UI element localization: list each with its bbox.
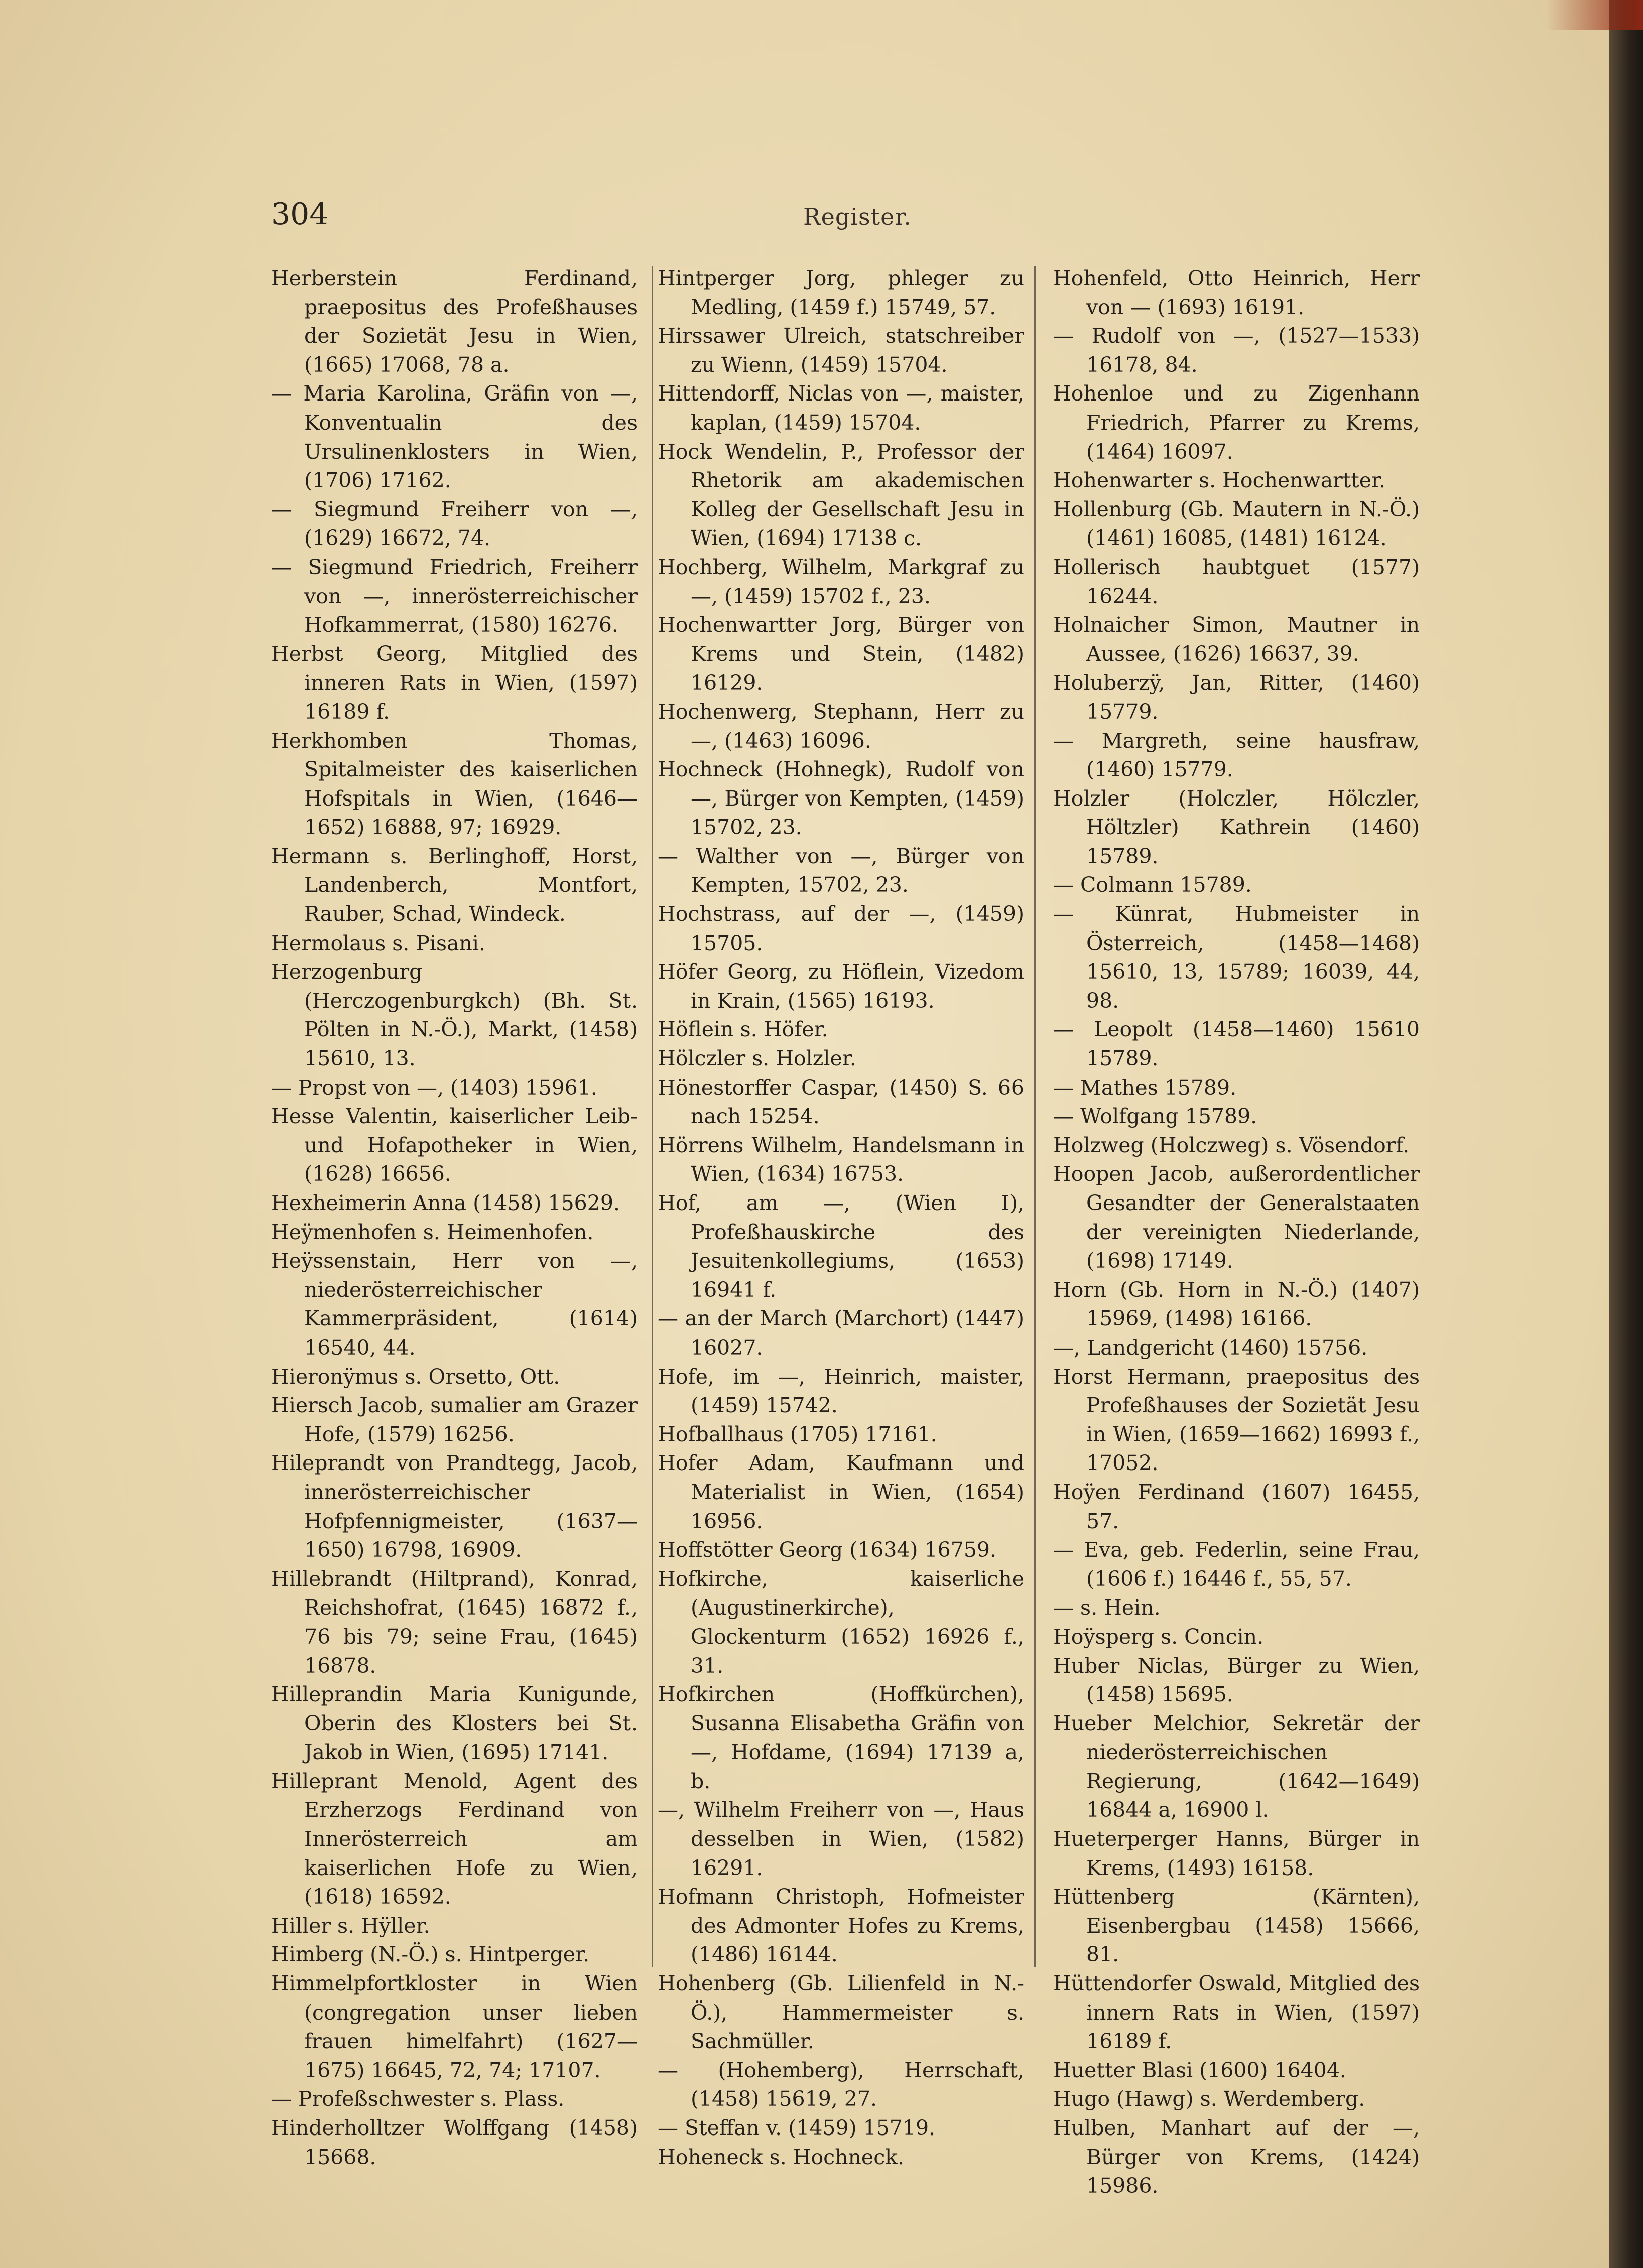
index-entry: — Künrat, Hubmeister in Österreich, (1458—1468) 15610, 13, 15789; 16039, 44, 98. <box>1053 902 1420 1013</box>
index-entry: — Colmann 15789. <box>1053 873 1252 897</box>
index-entry: Hohenwarter s. Hochenwartter. <box>1053 468 1386 493</box>
index-entry: Himberg (N.-Ö.) s. Hintperger. <box>271 1942 590 1967</box>
index-entry: Hofer Adam, Kaufmann und Materialist in Wien, (1654) 16956. <box>658 1451 1024 1533</box>
index-entry: — Profeßschwester s. Plass. <box>271 2087 565 2111</box>
index-entry: Hof, am —, (Wien I), Profeßhauskirche des Jesuitenkollegiums, (1653) 16941 f. <box>658 1191 1024 1302</box>
index-entry: Hollerisch haubtguet (1577) 16244. <box>1053 555 1420 608</box>
index-entry: Hofkirchen (Hoffkürchen), Susanna Elisabetha Gräfin von —, Hofdame, (1694) 17139 a, b. <box>658 1682 1024 1793</box>
index-entry: Hoÿsperg s. Concin. <box>1053 1624 1264 1649</box>
index-entry: Hilleprant Menold, Agent des Erzherzogs Ferdinand von Innerösterreich am kaiserlichen Hofe zu Wien, (1618) 16592. <box>271 1769 638 1909</box>
index-entry: Hohenfeld, Otto Heinrich, Herr von — (1693) 16191. <box>1053 266 1420 319</box>
index-entry: Hohenberg (Gb. Lilienfeld in N.-Ö.), Hammermeister s. Sachmüller. <box>658 1971 1024 2054</box>
index-entry: Huetter Blasi (1600) 16404. <box>1053 2058 1346 2082</box>
index-entry: Hillebrandt (Hiltprand), Konrad, Reichshofrat, (1645) 16872 f., 76 bis 79; seine Frau, (1645) 16878. <box>271 1566 638 1678</box>
index-entry: — Siegmund Freiherr von —, (1629) 16672, 74. <box>271 497 638 551</box>
index-column-3 <box>1053 264 1420 2201</box>
index-entry: Herkhomben Thomas, Spitalmeister des kaiserlichen Hofspitals in Wien, (1646—1652) 16888, 97; 16929. <box>271 728 638 840</box>
index-entry: — Maria Karolina, Gräfin von —, Konventualin des Ursulinenklosters in Wien, (1706) 17162. <box>271 381 638 493</box>
index-column-2 <box>658 264 1024 2172</box>
index-entry: — Rudolf von —, (1527—1533) 16178, 84. <box>1053 324 1420 377</box>
index-entry: Hörrens Wilhelm, Handelsmann in Wien, (1634) 16753. <box>658 1133 1024 1186</box>
index-entry: Hollenburg (Gb. Mautern in N.-Ö.) (1461) 16085, (1481) 16124. <box>1053 497 1420 551</box>
index-entry: Hirssawer Ulreich, statschreiber zu Wienn, (1459) 15704. <box>658 324 1024 377</box>
page-edge <box>1609 0 1643 2268</box>
index-entry: Hock Wendelin, P., Professor der Rhetorik am akademischen Kolleg der Gesellschaft Jesu in Wien, (1694) 17138 c. <box>658 439 1024 551</box>
index-entry: Hintperger Jorg, phleger zu Medling, (1459 f.) 15749, 57. <box>658 266 1024 319</box>
index-entry: Hexheimerin Anna (1458) 15629. <box>271 1191 620 1215</box>
index-entry: Horst Hermann, praepositus des Profeßhauses der Sozietät Jesu in Wien, (1659—1662) 16993 f., 17052. <box>1053 1364 1420 1476</box>
index-entry: Hönestorffer Caspar, (1450) S. 66 nach 15254. <box>658 1075 1024 1129</box>
index-entry: Hulben, Manhart auf der —, Bürger von Krems, (1424) 15986. <box>1053 2116 1420 2198</box>
index-entry: Hoopen Jacob, außerordentlicher Gesandter der Generalstaaten der vereinigten Niederlande, (1698) 17149. <box>1053 1162 1420 1273</box>
index-entry: Hüttendorfer Oswald, Mitglied des innern Rats in Wien, (1597) 16189 f. <box>1053 1971 1420 2054</box>
index-entry: Himmelpfortkloster in Wien (congregation unser lieben frauen himelfahrt) (1627—1675) 16645, 72, 74; 17107. <box>271 1971 638 2082</box>
index-entry: Hieronÿmus s. Orsetto, Ott. <box>271 1364 560 1389</box>
index-entry: Hiersch Jacob, sumalier am Grazer Hofe, (1579) 16256. <box>271 1393 638 1446</box>
binding-mark <box>1546 0 1643 30</box>
index-entry: — Steffan v. (1459) 15719. <box>658 2116 936 2140</box>
page-number: 304 <box>271 197 329 232</box>
index-entry: — an der March (Marchort) (1447) 16027. <box>658 1306 1024 1360</box>
index-entry: Hermolaus s. Pisani. <box>271 930 486 955</box>
index-entry: Hofe, im —, Heinrich, maister, (1459) 15742. <box>658 1364 1024 1418</box>
index-entry: Hochenwerg, Stephann, Herr zu —, (1463) 16096. <box>658 699 1024 753</box>
index-entry: — Eva, geb. Federlin, seine Frau, (1606 f.) 16446 f., 55, 57. <box>1053 1538 1420 1591</box>
index-entry: Hölczler s. Holzler. <box>658 1046 856 1071</box>
index-entry: Herzogenburg (Herczogenburgkch) (Bh. St. Pölten in N.-Ö.), Markt, (1458) 15610, 13. <box>271 960 638 1071</box>
index-entry: Holzweg (Holczweg) s. Vösendorf. <box>1053 1133 1410 1157</box>
index-entry: Hofballhaus (1705) 17161. <box>658 1422 937 1446</box>
index-entry: Hileprandt von Prandtegg, Jacob, innerösterreichischer Hofpfennigmeister, (1637—1650) 16798, 16909. <box>271 1451 638 1562</box>
index-entry: Hueterperger Hanns, Bürger in Krems, (1493) 16158. <box>1053 1827 1420 1880</box>
index-entry: Huber Niclas, Bürger zu Wien, (1458) 15695. <box>1053 1653 1420 1707</box>
index-entry: Heÿmenhofen s. Heimenhofen. <box>271 1220 594 1244</box>
running-head: Register. <box>803 203 912 230</box>
index-entry: Heÿssenstain, Herr von —, niederösterreichischer Kammerpräsident, (1614) 16540, 44. <box>271 1249 638 1360</box>
index-entry: Hochberg, Wilhelm, Markgraf zu —, (1459) 15702 f., 23. <box>658 555 1024 608</box>
index-entry: Höflein s. Höfer. <box>658 1017 828 1042</box>
index-entry: Hermann s. Berlinghoff, Horst, Landenberch, Montfort, Rauber, Schad, Windeck. <box>271 844 638 926</box>
column-rule <box>652 266 653 1967</box>
index-entry: Hoheneck s. Hochneck. <box>658 2145 905 2169</box>
index-entry: Hohenloe und zu Zigenhann Friedrich, Pfarrer zu Krems, (1464) 16097. <box>1053 381 1420 464</box>
index-entry: — (Hohemberg), Herrschaft, (1458) 15619, 27. <box>658 2058 1024 2111</box>
index-entry: Hesse Valentin, kaiserlicher Leib- und Hofapotheker in Wien, (1628) 16656. <box>271 1104 638 1186</box>
index-entry: Hochenwartter Jorg, Bürger von Krems und Stein, (1482) 16129. <box>658 613 1024 695</box>
index-entry: Hinderholltzer Wolffgang (1458) 15668. <box>271 2116 638 2169</box>
index-entry: — Margreth, seine hausfraw, (1460) 15779. <box>1053 728 1420 782</box>
index-entry: Hiller s. Hÿller. <box>271 1913 430 1938</box>
index-entry: — Walther von —, Bürger von Kempten, 15702, 23. <box>658 844 1024 897</box>
index-entry: Herberstein Ferdinand, praepositus des Profeßhauses der Sozietät Jesu in Wien, (1665) 17068, 78 a. <box>271 266 638 377</box>
index-entry: Holnaicher Simon, Mautner in Aussee, (1626) 16637, 39. <box>1053 613 1420 666</box>
index-entry: Holzler (Holczler, Hölczler, Höltzler) Kathrein (1460) 15789. <box>1053 786 1420 868</box>
index-entry: Hoffstötter Georg (1634) 16759. <box>658 1538 997 1562</box>
column-rule <box>1034 266 1036 1967</box>
index-entry: —, Wilhelm Freiherr von —, Haus desselben in Wien, (1582) 16291. <box>658 1798 1024 1880</box>
index-entry: Herbst Georg, Mitglied des inneren Rats in Wien, (1597) 16189 f. <box>271 641 638 724</box>
index-entry: Hoÿen Ferdinand (1607) 16455, 57. <box>1053 1480 1420 1533</box>
index-entry: Holuberzÿ, Jan, Ritter, (1460) 15779. <box>1053 671 1420 724</box>
index-entry: Hochneck (Hohnegk), Rudolf von —, Bürger von Kempten, (1459) 15702, 23. <box>658 757 1024 840</box>
index-entry: — s. Hein. <box>1053 1595 1161 1620</box>
index-entry: Hueber Melchior, Sekretär der niederösterreichischen Regierung, (1642—1649) 16844 a, 16900 l. <box>1053 1711 1420 1822</box>
index-column-1 <box>271 264 638 2172</box>
index-entry: Hüttenberg (Kärnten), Eisenbergbau (1458) 15666, 81. <box>1053 1885 1420 1967</box>
index-entry: — Leopolt (1458—1460) 15610 15789. <box>1053 1017 1420 1071</box>
index-entry: Hochstrass, auf der —, (1459) 15705. <box>658 902 1024 955</box>
index-entry: Hugo (Hawg) s. Werdemberg. <box>1053 2087 1365 2111</box>
index-entry: — Mathes 15789. <box>1053 1075 1237 1100</box>
index-entry: —, Landgericht (1460) 15756. <box>1053 1335 1368 1360</box>
index-entry: Hilleprandin Maria Kunigunde, Oberin des Klosters bei St. Jakob in Wien, (1695) 17141. <box>271 1682 638 1765</box>
index-entry: Hofkirche, kaiserliche (Augustinerkirche), Glockenturm (1652) 16926 f., 31. <box>658 1566 1024 1678</box>
index-entry: Hofmann Christoph, Hofmeister des Admonter Hofes zu Krems, (1486) 16144. <box>658 1885 1024 1967</box>
index-entry: Hittendorff, Niclas von —, maister, kaplan, (1459) 15704. <box>658 381 1024 435</box>
index-entry: Höfer Georg, zu Höflein, Vizedom in Krain, (1565) 16193. <box>658 960 1024 1013</box>
index-entry: — Propst von —, (1403) 15961. <box>271 1075 597 1100</box>
index-entry: — Wolfgang 15789. <box>1053 1104 1257 1129</box>
index-entry: — Siegmund Friedrich, Freiherr von —, innerösterreichischer Hofkammerrat, (1580) 16276. <box>271 555 638 637</box>
index-entry: Horn (Gb. Horn in N.-Ö.) (1407) 15969, (1498) 16166. <box>1053 1277 1420 1331</box>
